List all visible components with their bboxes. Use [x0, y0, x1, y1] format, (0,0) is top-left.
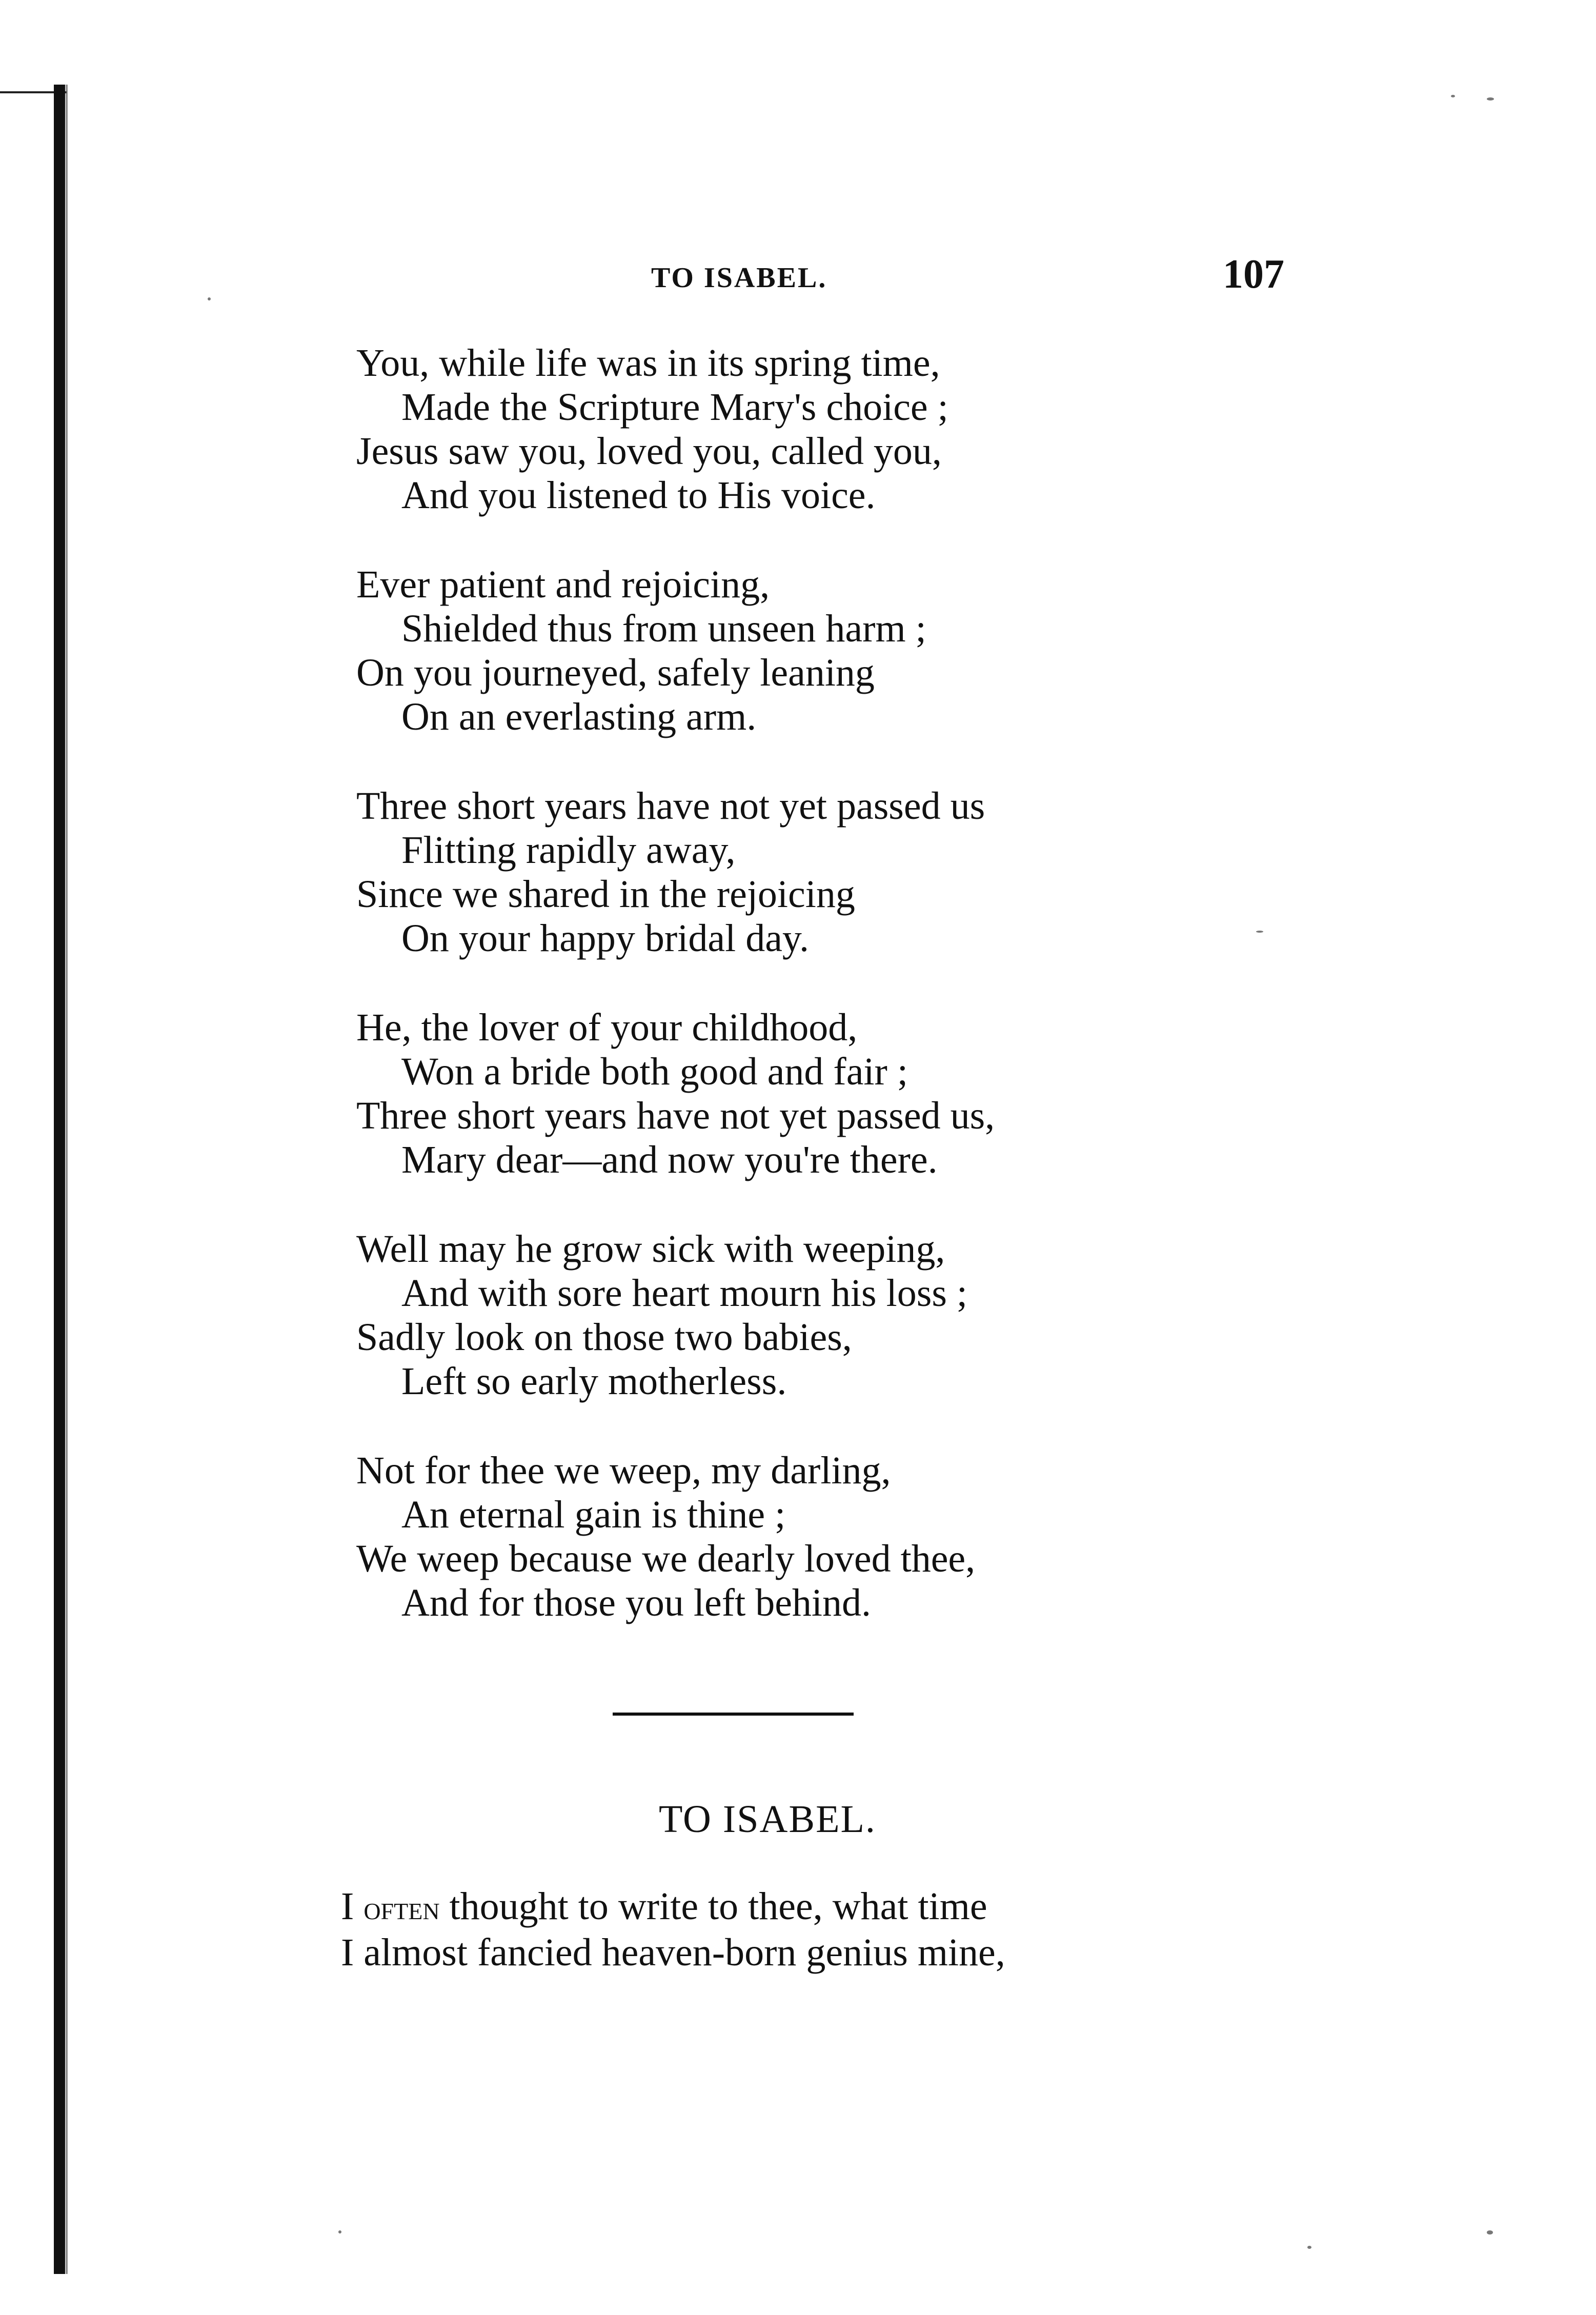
verse-line: Sadly look on those two babies,: [356, 1316, 852, 1359]
poem-body: [356, 341, 1382, 1670]
verse-line: Jesus saw you, loved you, called you,: [356, 430, 942, 473]
stanza: [356, 562, 1382, 739]
verse-line: Won a bride both good and fair ;: [401, 1050, 908, 1093]
verse-line: Left so early motherless.: [401, 1360, 787, 1403]
scan-speck: [1487, 97, 1494, 100]
verse-line: Shielded thus from unseen harm ;: [401, 607, 926, 650]
verse-smallcaps-word: often: [363, 1889, 440, 1927]
verse-line: Well may he grow sick with weeping,: [356, 1227, 945, 1271]
verse-line: And you listened to His voice.: [401, 474, 876, 517]
verse-line: Made the Scripture Mary's choice ;: [401, 386, 948, 429]
stanza: [356, 341, 1382, 517]
verse-line: Three short years have not yet passed us: [356, 784, 985, 828]
verse-line: On your happy bridal day.: [401, 917, 809, 960]
verse-line: [341, 1884, 1005, 1930]
verse-line: Mary dear—and now you're there.: [401, 1138, 938, 1181]
verse-line: And for those you left behind.: [401, 1581, 872, 1624]
stanza: [356, 1448, 1382, 1625]
scan-speck: [1307, 2246, 1311, 2249]
verse-initial: I: [341, 1885, 364, 1928]
verse-line: Flitting rapidly away,: [401, 829, 736, 872]
verse-line: An eternal gain is thine ;: [401, 1493, 786, 1536]
verse-line: On you journeyed, safely leaning: [356, 651, 875, 694]
verse-line: Not for thee we weep, my darling,: [356, 1449, 891, 1492]
running-head: TO ISABEL.: [651, 262, 827, 294]
verse-line: He, the lover of your childhood,: [356, 1006, 858, 1049]
verse-line: You, while life was in its spring time,: [356, 341, 940, 385]
stanza: [356, 784, 1382, 960]
stanza: [356, 1005, 1382, 1182]
page-number: 107: [1223, 252, 1284, 297]
binding-edge-shadow-thin: [66, 85, 68, 2274]
verse-line: We weep because we dearly loved thee,: [356, 1537, 976, 1580]
verse-line: Since we shared in the rejoicing: [356, 873, 855, 916]
verse-line: And with sore heart mourn his loss ;: [401, 1272, 968, 1315]
scan-speck: [338, 2230, 341, 2233]
scan-speck: [1487, 2230, 1493, 2235]
verse-line: I almost fancied heaven-born genius mine,: [341, 1931, 1005, 1974]
second-poem-body: [341, 1884, 1005, 1975]
verse-line: On an everlasting arm.: [401, 695, 757, 738]
stanza: [356, 1227, 1382, 1403]
poem-title: TO ISABEL.: [659, 1798, 876, 1841]
verse-line: Ever patient and rejoicing,: [356, 563, 770, 606]
scan-speck: [208, 297, 211, 300]
verse-line-rest: thought to write to thee, what time: [439, 1885, 987, 1928]
binding-edge-shadow: [54, 85, 65, 2274]
scan-speck: [1451, 95, 1455, 97]
section-divider: [613, 1713, 854, 1716]
verse-line: Three short years have not yet passed us,: [356, 1094, 995, 1137]
